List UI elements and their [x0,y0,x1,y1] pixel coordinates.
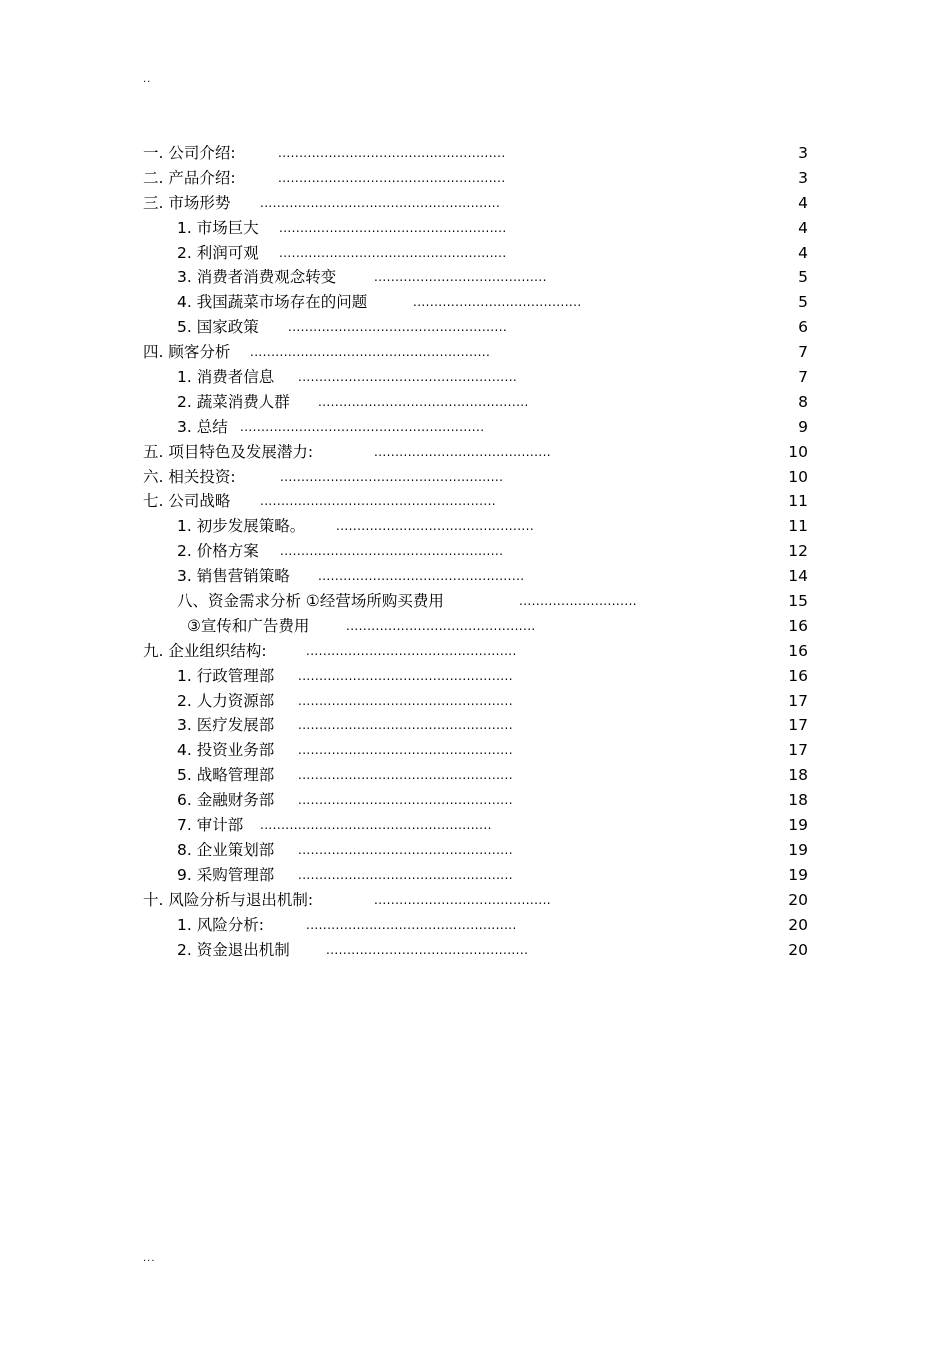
toc-page-number: 17 [788,716,808,735]
toc-entry[interactable] [0,888,950,913]
toc-title: 3. 医疗发展部 [177,716,275,735]
toc-page-number: 11 [788,517,808,536]
toc-title: 七. 公司战略 [143,492,231,511]
toc-page-number: 4 [798,193,808,212]
toc-title: 2. 蔬菜消费人群 [177,392,290,411]
toc-title: 1. 消费者信息 [177,368,275,387]
toc-leader: ............................ [519,594,638,609]
toc-page-number: 19 [788,816,808,835]
toc-title: 2. 人力资源部 [177,691,275,710]
toc-title: 1. 风险分析: [177,915,264,934]
toc-entry[interactable] [0,340,950,365]
toc-title: 9. 采购管理部 [177,865,275,884]
toc-leader: .......................................... [374,444,552,459]
toc-entry[interactable] [0,166,950,191]
toc-leader: ................................................... [298,867,513,882]
toc-entry[interactable] [0,738,950,763]
toc-page-number: 18 [788,791,808,810]
toc-title: ③宣传和广告费用 [187,616,310,635]
toc-page-number: 7 [798,343,808,362]
toc-leader: ................................................ [326,942,529,957]
toc-title: 4. 我国蔬菜市场存在的问题 [177,293,368,312]
toc-leader: ..................................................... [280,469,504,484]
toc-page-number: 15 [788,592,808,611]
toc-leader: .......................................................... [240,419,485,434]
toc-leader: ......................................................... [250,345,491,360]
toc-entry[interactable] [0,639,950,664]
toc-page-number: 20 [788,915,808,934]
toc-title: 6. 金融财务部 [177,791,275,810]
toc-page-number: 10 [788,467,808,486]
toc-entry[interactable] [0,564,950,589]
toc-page-number: 3 [798,144,808,162]
toc-entry[interactable] [0,664,950,689]
toc-leader: ........................................................ [260,494,497,509]
toc-page-number: 6 [798,318,808,337]
toc-leader: ......................................... [374,270,547,285]
toc-page-number: 10 [788,442,808,461]
toc-page-number: 12 [788,542,808,561]
toc-leader: .................................................. [306,917,517,932]
toc-leader: ................................................... [298,768,513,783]
toc-title: 五. 项目特色及发展潜力: [143,442,314,461]
header-marker: .. [143,74,152,85]
toc-leader: .................................................... [288,320,508,335]
toc-title: 四. 顾客分析 [143,343,231,362]
toc-page-number: 16 [788,641,808,660]
toc-entry[interactable] [0,241,950,266]
toc-page-number: 5 [798,268,808,287]
toc-entry[interactable] [0,938,950,963]
toc-entry[interactable] [0,365,950,390]
toc-page-number: 16 [788,666,808,685]
toc-title: 九. 企业组织结构: [143,641,267,660]
toc-leader: .................................................. [318,394,529,409]
toc-entry[interactable] [0,913,950,938]
toc-title: 二. 产品介绍: [143,168,236,187]
toc-title: 8. 企业策划部 [177,840,275,859]
toc-page-number: 4 [798,243,808,262]
toc-entry[interactable] [0,614,950,639]
toc-page-number: 3 [798,168,808,187]
toc-entry[interactable] [0,265,950,290]
toc-leader: .................................................. [306,643,517,658]
toc-page-number: 7 [798,368,808,387]
toc-title: 3. 销售营销策略 [177,567,290,586]
toc-page-number: 9 [798,417,808,436]
toc-leader: ....................................................... [260,818,492,833]
toc-title: 1. 行政管理部 [177,666,275,685]
toc-entry[interactable] [0,315,950,340]
toc-title: 5. 国家政策 [177,318,259,337]
toc-leader: ................................................... [298,793,513,808]
toc-entry[interactable] [0,390,950,415]
toc-leader: ................................................... [298,718,513,733]
table-of-contents [0,141,950,962]
toc-leader: ..................................................... [280,544,504,559]
toc-leader: ................................................. [318,569,525,584]
toc-title: 六. 相关投资: [143,467,236,486]
toc-title: 3. 总结 [177,417,228,436]
toc-page-number: 14 [788,567,808,586]
toc-page-number: 20 [788,940,808,959]
toc-entry[interactable] [0,415,950,440]
toc-page-number: 19 [788,865,808,884]
toc-entry[interactable] [0,539,950,564]
toc-entry[interactable] [0,191,950,216]
toc-leader: .......................................... [374,892,552,907]
toc-leader: ...................................................... [279,245,507,260]
toc-leader: ............................................. [346,618,536,633]
toc-leader: ................................................... [298,693,513,708]
toc-page-number: 20 [788,890,808,909]
toc-leader: ...................................................... [278,170,506,185]
toc-leader: ...................................................... [279,220,507,235]
toc-leader: .................................................... [298,370,518,385]
toc-title: 三. 市场形势 [143,193,231,212]
toc-entry[interactable] [0,788,950,813]
toc-title: 八、资金需求分析 ①经营场所购买费用 [177,592,444,611]
toc-title: 1. 市场巨大 [177,218,259,237]
toc-entry[interactable] [0,489,950,514]
toc-leader: ................................................... [298,842,513,857]
toc-title: 2. 资金退出机制 [177,940,290,959]
toc-entry[interactable] [0,216,950,241]
footer-marker: ... [143,1253,156,1264]
toc-leader: ...................................................... [278,146,506,160]
toc-leader: ................................................... [298,743,513,758]
toc-entry[interactable] [0,290,950,315]
toc-entry[interactable] [0,440,950,465]
toc-entry[interactable] [0,465,950,490]
toc-entry[interactable] [0,813,950,838]
toc-entry[interactable] [0,514,950,539]
toc-page-number: 17 [788,741,808,760]
toc-page-number: 18 [788,766,808,785]
toc-leader: ........................................ [413,295,582,310]
toc-entry[interactable] [0,141,950,166]
toc-entry[interactable] [0,713,950,738]
toc-page-number: 11 [788,492,808,511]
toc-title: 1. 初步发展策略。 [177,517,306,536]
toc-title: 5. 战略管理部 [177,766,275,785]
toc-page-number: 4 [798,218,808,237]
toc-title: 2. 价格方案 [177,542,259,561]
toc-page-number: 16 [788,616,808,635]
toc-page-number: 19 [788,840,808,859]
toc-page-number: 17 [788,691,808,710]
toc-entry[interactable] [0,763,950,788]
toc-title: 4. 投资业务部 [177,741,275,760]
toc-page-number: 5 [798,293,808,312]
toc-leader: ................................................... [298,668,513,683]
toc-title: 十. 风险分析与退出机制: [143,890,314,909]
toc-title: 7. 审计部 [177,816,244,835]
toc-title: 一. 公司介绍: [143,144,236,162]
toc-entry[interactable] [0,589,950,614]
toc-title: 2. 利润可观 [177,243,259,262]
toc-entry[interactable] [0,838,950,863]
toc-leader: ............................................... [336,519,535,534]
toc-entry[interactable] [0,863,950,888]
toc-title: 3. 消费者消费观念转变 [177,268,337,287]
toc-page-number: 8 [798,392,808,411]
toc-leader: ......................................................... [260,195,501,210]
toc-entry[interactable] [0,689,950,714]
